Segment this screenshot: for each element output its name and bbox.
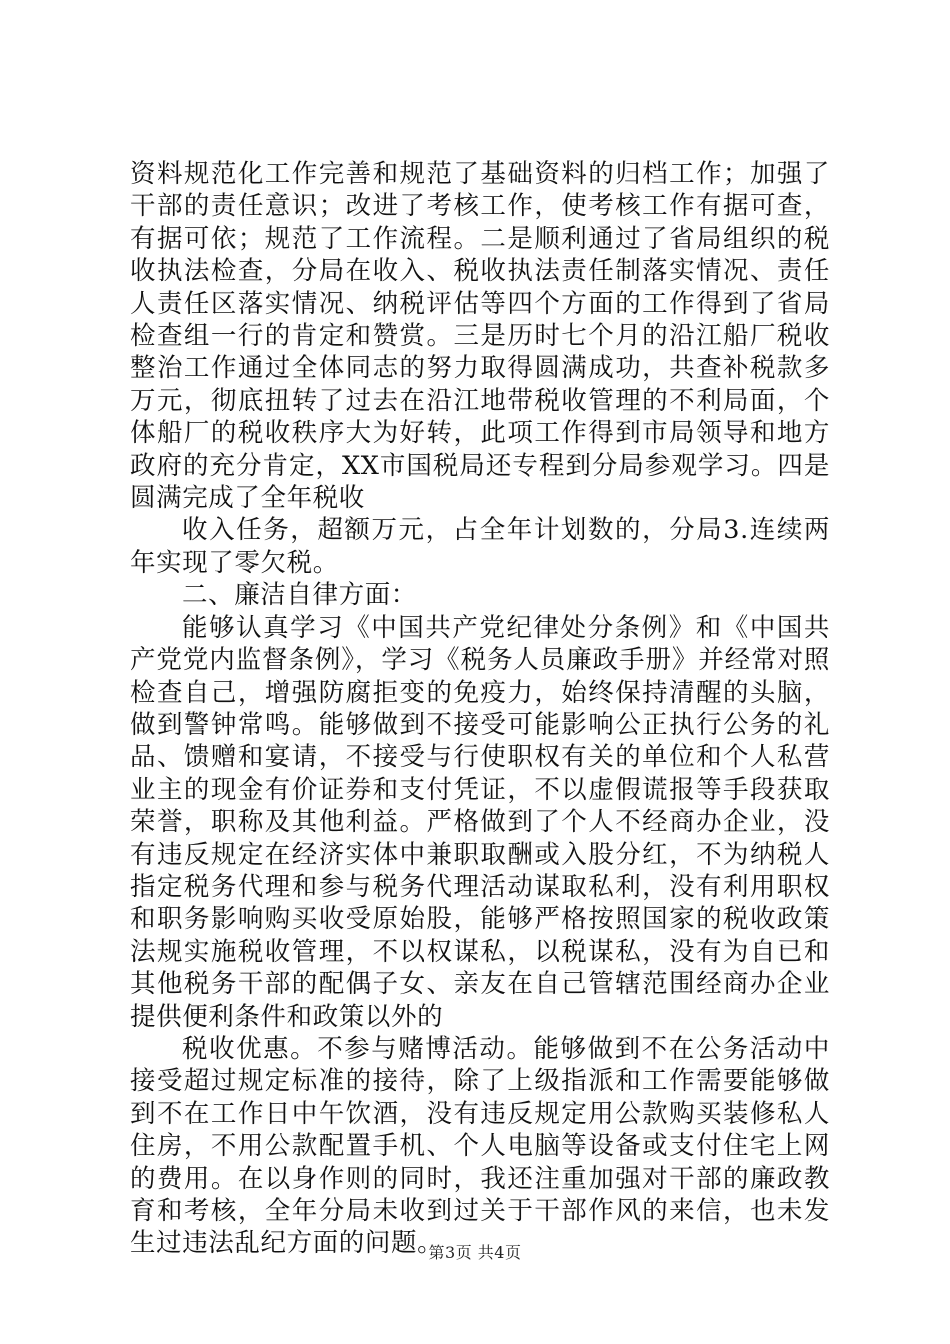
document-body — [130, 158, 830, 1260]
paragraph-continued: 资料规范化工作完善和规范了基础资料的归档工作；加强了干部的责任意识；改进了考核工作，使考核工作有据可查，有据可依；规范了工作流程。二是顺利通过了省局组织的税收执法检查，分局在收入、税收执法责任制落实情况、责任人责任区落实情况、纳税评估等四个方面的工作得到了省局检查组一行的肯定和赞赏。三是历时七个月的沿江船厂税收整治工作通过全体同志的努力取得圆满成功，共查补税款多万元，彻底扭转了过去在沿江地带税收管理的不利局面，个体船厂的税收秩序大为好转，此项工作得到市局领导和地方政府的充分肯定，XX市国税局还专程到分局参观学习。四是圆满完成了全年税收 — [130, 159, 830, 514]
paragraph-integrity-study: 能够认真学习《中国共产党纪律处分条例》和《中国共产党党内监督条例》，学习《税务人员廉政手册》并经常对照检查自己，增强防腐拒变的免疫力，始终保持清醒的头脑，做到警钟常鸣。能够做到不接受可能影响公正执行公务的礼品、馈赠和宴请，不接受与行使职权有关的单位和个人私营业主的现金有价证券和支付凭证，不以虚假谎报等手段获取荣誉，职称及其他利益。严格做到了个人不经商办企业，没有违反规定在经济实体中兼职取酬或入股分红，不为纳税人指定税务代理和参与税务代理活动谋取私利，没有利用职权和职务影响购买收受原始股，能够严格按照国家的税收政策法规实施税收管理，不以权谋私，以税谋私，没有为自已和其他税务干部的配偶子女、亲友在自己管辖范围经商办企业提供便利条件和政策以外的 — [130, 612, 830, 1032]
section-heading-integrity: 二、廉洁自律方面： — [182, 580, 417, 611]
page-number-footer: 第3页 共4页 — [428, 1243, 522, 1262]
paragraph-revenue-task: 收入任务，超额万元，占全年计划数的，分局3.连续两年实现了零欠税。 — [130, 515, 830, 578]
paragraph-tax-preference: 税收优惠。不参与赌博活动。能够做到不在公务活动中接受超过规定标准的接待，除了上级指派和工作需要能够做到不在工作日中午饮酒，没有违反规定用公款购买装修私人住房，不用公款配置手机、个人电脑等设备或支付住宅上网的费用。在以身作则的同时，我还注重加强对干部的廉政教育和考核，全年分局未收到过关于干部作风的来信，也未发生过违法乱纪方面的问题。 — [130, 1033, 830, 1259]
